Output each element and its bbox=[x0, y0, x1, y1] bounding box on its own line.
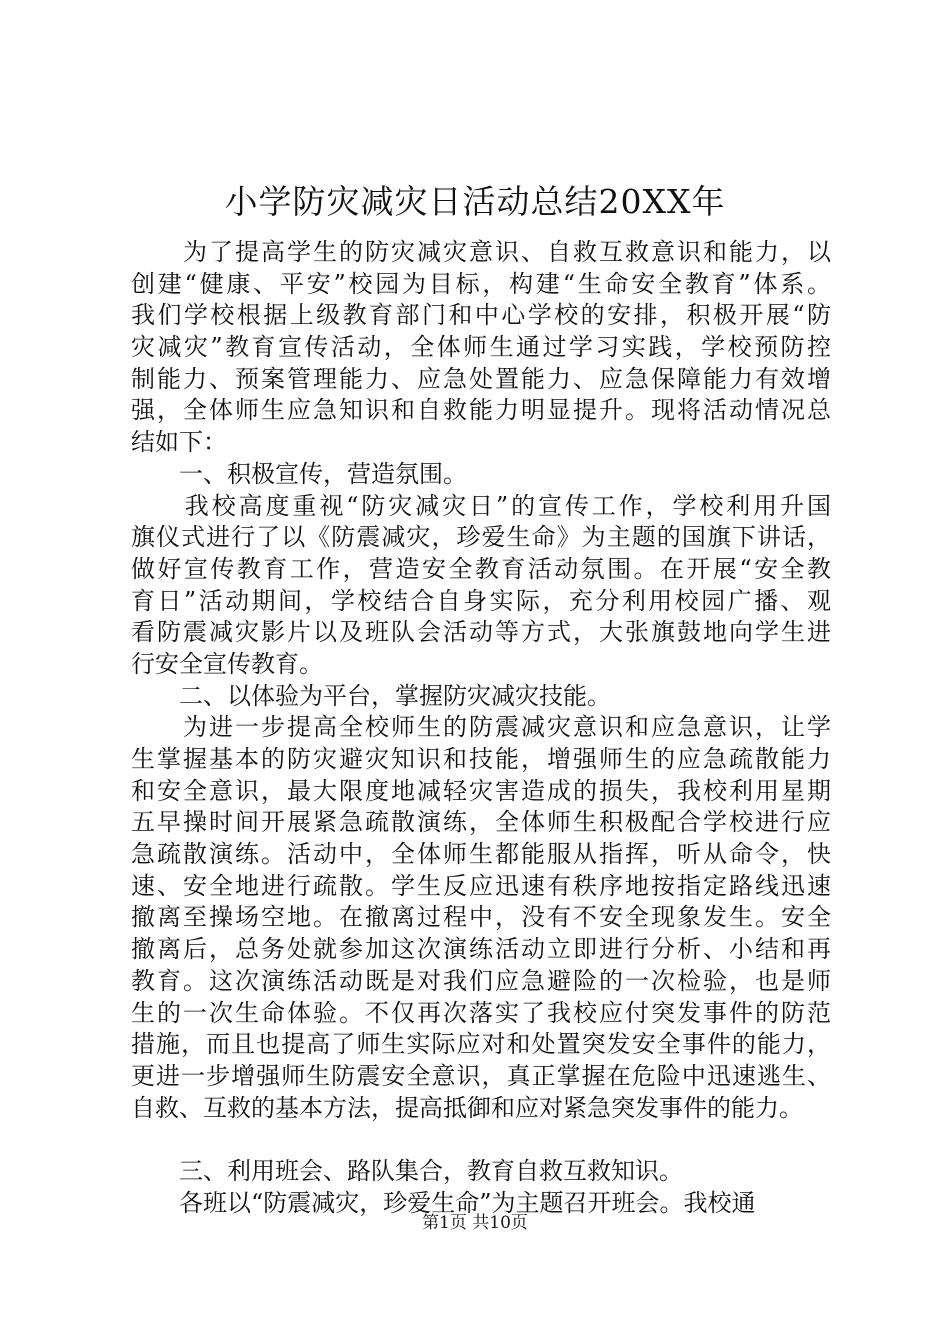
text-line: 看防震减灾影片以及班队会活动等方式，大张旗鼓地向学生进 bbox=[131, 618, 831, 647]
text-line: 我们学校根据上级教育部门和中心学校的安排，积极开展“防 bbox=[131, 301, 831, 330]
text-line: 我校高度重视“防灾减灾日”的宣传工作，学校利用升国 bbox=[131, 491, 831, 520]
text-line: 旗仪式进行了以《防震减灾，珍爱生命》为主题的国旗下讲话， bbox=[131, 523, 831, 552]
page-footer: 第1页 共10页 bbox=[422, 1213, 528, 1233]
text-line: 生的一次生命体验。不仅再次落实了我校应付突发事件的防范 bbox=[131, 998, 831, 1027]
text-line: 为了提高学生的防灾减灾意识、自救互救意识和能力，以 bbox=[131, 238, 831, 266]
text-line: 强，全体师生应急知识和自救能力明显提升。现将活动情况总 bbox=[131, 396, 831, 425]
text-line: 制能力、预案管理能力、应急处置能力、应急保障能力有效增 bbox=[131, 364, 831, 393]
text-line: 急疏散演练。活动中，全体师生都能服从指挥，听从命令，快 bbox=[131, 840, 831, 869]
text-line: 育日”活动期间，学校结合自身实际，充分利用校园广播、观 bbox=[131, 586, 831, 615]
blank-line bbox=[131, 1124, 831, 1156]
text-line: 创建“健康、平安”校园为目标，构建“生命安全教育”体系。 bbox=[131, 269, 831, 298]
text-line: 为进一步提高全校师生的防震减灾意识和应急意识，让学 bbox=[131, 713, 831, 742]
text-line: 五早操时间开展紧急疏散演练，全体师生积极配合学校进行应 bbox=[131, 808, 831, 837]
text-line: 灾减灾”教育宣传活动，全体师生通过学习实践，学校预防控 bbox=[131, 333, 831, 362]
text-line: 更进一步增强师生防震安全意识，真正掌握在危险中迅速逃生、 bbox=[131, 1061, 831, 1090]
text-line: 做好宣传教育工作，营造安全教育活动氛围。在开展“安全教 bbox=[131, 554, 831, 583]
text-line: 自救、互救的基本方法，提高抵御和应对紧急突发事件的能力。 bbox=[131, 1093, 803, 1122]
text-line: 生掌握基本的防灾避灾知识和技能，增强师生的应急疏散能力 bbox=[131, 745, 831, 773]
text-line: 速、安全地进行疏散。学生反应迅速有秩序地按指定路线迅速 bbox=[131, 871, 831, 900]
text-line: 撤离至操场空地。在撤离过程中，没有不安全现象发生。安全 bbox=[131, 903, 831, 932]
text-line: 和安全意识，最大限度地减轻灾害造成的损失，我校利用星期 bbox=[131, 776, 831, 805]
text-line: 二、以体验为平台，掌握防灾减灾技能。 bbox=[131, 681, 611, 710]
text-line: 各班以“防震减灾，珍爱生命”为主题召开班会。我校通 bbox=[131, 1188, 756, 1217]
text-line: 三、利用班会、路队集合，教育自救互救知识。 bbox=[131, 1156, 683, 1185]
text-line: 措施，而且也提高了师生实际应对和处置突发安全事件的能力， bbox=[131, 1030, 831, 1059]
text-line: 教育。这次演练活动既是对我们应急避险的一次检验，也是师 bbox=[131, 966, 831, 995]
text-line: 行安全宣传教育。 bbox=[131, 649, 323, 678]
text-line: 一、积极宣传，营造氛围。 bbox=[131, 459, 467, 488]
text-line: 结如下： bbox=[131, 428, 227, 457]
text-line: 撤离后，总务处就参加这次演练活动立即进行分析、小结和再 bbox=[131, 935, 831, 964]
document-title: 小学防灾减灾日活动总结20XX年 bbox=[224, 182, 726, 221]
document-body bbox=[131, 237, 831, 1219]
